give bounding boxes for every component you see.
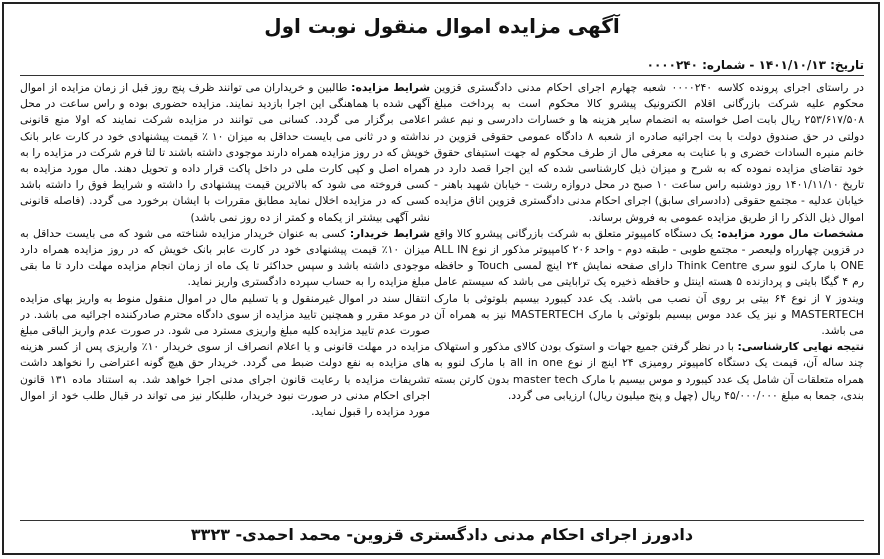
transfer-paragraph: انتقال سند در اموال غیرمنقول و یا تسلیم مال در اموال منقول منوط به واریز بهای مزایده در موعد مقرر و همچنین تایید مزایده از سوی دادگاه محترم صادرکننده اجرائیه می باشد. در صورت عدم تایید مزایده کلیه مبلغ واریزی مسترد می شود. در صورت عدم واریز الباقی مبلغ مزایده در مهلت قانونی و یا اعلام انصراف از سوی خریدار ۱۰٪ واریزی پس از کسر هزینه های مزایده به نفع دولت ضبط می گردد. خریدار حق هیچ گونه اعتراضی را نخواهد داشت تشریفات مزایده با رعایت قانون اجرای مدنی اجرا خواهد شد. به استناد ماده ۱۳۱ قانون اجرای احکام مدنی در صورت نبود خریدار، طلبکار نیز می تواند در قبال طلب خود از اموال مورد مزایده را قبول نماید. xyxy=(20,291,430,419)
signature-footer: دادورز اجرای احکام مدنی دادگستری قزوین- محمد احمدی- ۳۳۲۳ xyxy=(20,520,864,544)
buyer-text: کسی به عنوان خریدار مزایده شناخته می شود که می بایست حداقل به میزان ۱۰٪ قیمت پیشنهادی خود در کارت عابر بانک خویش که در روز مزایده همراه دارد موجودی داشته باشد و سپس حداکثر تا یک ماه از زمان انجام مزایده مهلت دارد تا ما بقی مبلغ مزایده را به حساب سپرده دادگستری واریز نماید. xyxy=(20,226,430,289)
buyer-label: شرایط خریدار: xyxy=(349,226,430,240)
date-and-number: تاریخ: ۱۴۰۱/۱۰/۱۳ - شماره: ۰۰۰۰۲۴۰ xyxy=(20,58,864,76)
conditions-text: طالبین و خریداران می توانند ظرف پنج روز قبل از زمان مزایده از اموال آگهی شده با هماهنگی این اجرا بازدید نمایند. مزایده حضوری بوده و راس ساعت در محل اعلامی برگزار می گردد. کسانی می توانند در مزایده شرکت نمایند که اولا منع قانونی نداشته و در ثانی می بایست حداقل به میزان ۱۰ ٪ قیمت پیشنهادی خود در کارت عابر بانک خویش که در روز مزایده همراه دارند موجودی داشته باشند تا لتا فرم شرکت در مزایده را به همراه اصل و کپی کارت ملی در داخل پاکت قرار داده و تحویل دهند. مال مورد مزایده به کسی فروخته می شود که بالاترین قیمت پیشنهادی را داشته و شرایط فوق را داشته باشد کسی که در مزایده اخلال نماید مطابق مقررات با ایشان برخورد می گردد. (فاصله قانونی نشر آگهی بیشتر از یکماه و کمتر از ده روز نمی باشد) xyxy=(20,81,430,224)
spec-paragraph xyxy=(434,226,864,339)
notice-title: آگهی مزایده اموال منقول نوبت اول xyxy=(264,14,620,38)
intro-paragraph: در راستای اجرای پرونده کلاسه ۰۰۰۰۲۴۰ شعبه چهارم اجرای احکام مدنی دادگستری قزوین محکوم علیه شرکت بازرگانی اقلام الکترونیک پیشرو کالا محکوم است به پرداخت مبلغ ۲۵۳/۶۱۷/۵۰۸ ریال بابت اصل خواسته به انضمام سایر هزینه ها و خسارات دادرسی و نیم عشر دولتی در حق صندوق دولت با بت اجرائیه صادره از شعبه ۸ دادگاه عمومی حقوقی قزوین در خانم منیره السادات خضری و با عنایت به معرفی مال از طرف محکوم له جهت استیفای حقوق خود تقاضای مزایده نموده که به شرح و میزان ذیل کارشناسی شده که این اجرا قصد دارد در تاریخ ۱۴۰۱/۱۱/۱۰ روز دوشنبه راس ساعت ۱۰ صبح در محل دروازه رشت - خیابان شهید باهنر - خیابان عدلیه - مجتمع حقوقی (دادسرای سابق) اجرای احکام مدنی دادگستری قزوین اتاق مزایده اموال ذیل الذکر را از طریق مزایده عمومی به فروش برساند. xyxy=(434,81,864,224)
spec-text: یک دستگاه کامپیوتر متعلق به شرکت بازرگانی پیشرو کالا واقع در قزوین چهارراه ولیعصر - مجتمع طوبی - طبقه دوم - واحد ۲۰۶ کامپیوتر مذکور از نوع ALL IN ONE با مارک لنوو سری Think Centre دارای صفحه نمایش ۲۴ اینچ لمسی Touch و حافظه رم ۴ گیگا بایتی و پردازنده ۵ هسته اینتل و حافظه ذخیره یک ترابایتی می باشد که سیستم عامل ویندوز ۷ از نوع ۶۴ بیتی بر روی آن نصب می باشد. یک عدد کیبورد بیسیم بلوتوثی با مارک MASTERTECH و نیز یک عدد موس بیسیم بلوتوثی با مارک MASTERTECH نیز به همراه آن می باشد. xyxy=(434,226,864,338)
left-column xyxy=(20,80,430,516)
conditions-label: شرایط مزایده: xyxy=(351,81,430,94)
spec-label: مشخصات مال مورد مزایده: xyxy=(716,226,864,240)
result-paragraph xyxy=(434,339,864,404)
right-column xyxy=(434,80,864,516)
conditions-paragraph xyxy=(20,80,430,226)
result-text: با در نظر گرفتن جمیع جهات و استوک بودن کالای مذکور و استهلاک چند ساله آن، قیمت یک دستگاه کامپیوتر رومیزی ۲۴ اینچ از نوع all in one با مارک لنوو به همراه متعلقات آن شامل یک عدد کیبورد و موس بیسیم با مارک master tech بدون کارتن بسته بندی، جمعا به مبلغ ۴۵/۰۰۰/۰۰۰ ریال (چهل و پنج میلیون ریال) ارزیابی می گردد. xyxy=(434,340,864,402)
result-label: نتیجه نهایی کارشناسی: xyxy=(737,340,864,354)
buyer-paragraph xyxy=(20,226,430,291)
